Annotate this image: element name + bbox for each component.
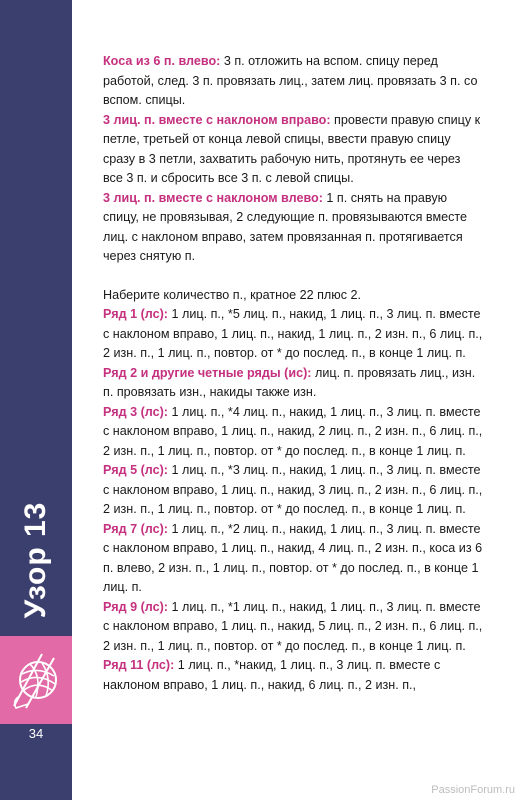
watermark: PassionForum.ru	[431, 784, 515, 796]
row-instruction	[103, 305, 483, 364]
definition-text: 1 п. снять на правую спицу, не провязывая, 2 следующие п. провязываются вместе лиц. с наклоном вправо, затем провязанная п. протягивается через снятую п.	[103, 190, 468, 263]
row-text: 1 лиц. п., *5 лиц. п., накид, 1 лиц. п., 3 лиц. п. вместе с наклоном вправо, 1 лиц. п., накид, 1 лиц. п., 2 изн. п., 6 лиц. п., 2 изн. п., 1 лиц. п., повтор. от * до послед. п., в конце 1 лиц. п.	[103, 307, 483, 360]
row-label: Ряд 3 (лс):	[103, 404, 168, 419]
definition-paragraph	[103, 52, 483, 111]
cast-on-instruction: Наберите количество п., кратное 22 плюс 2.	[103, 287, 361, 302]
row-instruction	[103, 598, 483, 657]
row-label: Ряд 2 и другие четные ряды (ис):	[103, 365, 312, 380]
pattern-title: Узор 13	[19, 501, 52, 619]
row-instruction	[103, 520, 483, 598]
row-instruction	[103, 403, 483, 462]
pattern-text	[103, 52, 483, 695]
row-text: 1 лиц. п., *1 лиц. п., накид, 1 лиц. п., 3 лиц. п. вместе с наклоном вправо, 1 лиц. п., накид, 5 лиц. п., 2 изн. п., 6 лиц. п., 2 изн. п., 1 лиц. п., повтор. от * до послед. п., в конце 1 лиц. п.	[103, 599, 483, 653]
row-label: Ряд 5 (лс):	[103, 463, 168, 477]
row-instruction	[103, 656, 483, 695]
row-instruction	[103, 364, 483, 403]
row-text: 1 лиц. п., *2 лиц. п., накид, 1 лиц. п., 3 лиц. п. вместе с наклоном вправо, 1 лиц. п., накид, 4 лиц. п., 2 изн. п., коса из 6 п. влево, 2 изн. п., 1 лиц. п., повтор. от * до послед. п., в конце 1 лиц. п.	[103, 521, 483, 594]
yarn-ball-icon	[8, 646, 64, 710]
page-number: 34	[28, 726, 44, 741]
row-text: лиц. п. провязать лиц., изн. п. провязать изн., накиды также изн.	[103, 365, 476, 399]
row-text: 1 лиц. п., *накид, 1 лиц. п., 3 лиц. п. вместе с наклоном вправо, 1 лиц. п., накид, 6 лиц. п., 2 изн. п.,	[103, 658, 441, 692]
definition-paragraph	[103, 111, 483, 189]
definition-term: Коса из 6 п. влево:	[103, 54, 221, 68]
row-text: 1 лиц. п., *3 лиц. п., накид, 1 лиц. п., 3 лиц. п. вместе с наклоном вправо, 1 лиц. п., накид, 3 лиц. п., 2 изн. п., 6 лиц. п., 2 изн. п., 1 лиц. п., повтор. от * до послед. п., в конце 1 лиц. п.	[103, 463, 483, 516]
row-label: Ряд 9 (лс):	[103, 599, 168, 614]
row-label: Ряд 7 (лс):	[103, 521, 168, 536]
definition-paragraph	[103, 189, 483, 267]
definition-term: 3 лиц. п. вместе с наклоном влево:	[103, 190, 323, 205]
row-label: Ряд 1 (лс):	[103, 307, 168, 321]
row-text: 1 лиц. п., *4 лиц. п., накид, 1 лиц. п., 3 лиц. п. вместе с наклоном вправо, 1 лиц. п., накид, 2 лиц. п., 2 изн. п., 6 лиц. п., 2 изн. п., 1 лиц. п., повтор. от * до послед. п., в конце 1 лиц. п.	[103, 404, 483, 458]
definition-text: провести правую спицу к петле, третьей от конца левой спицы, ввести правую спицу сразу в 3 петли, захватить рабочую нить, протянуть ее через все 3 п. и сбросить все 3 п. с левой спицы.	[103, 112, 481, 185]
definition-text: 3 п. отложить на вспом. спицу перед работой, след. 3 п. провязать лиц., затем лиц. провязать 3 п. со вспом. спицы.	[103, 54, 478, 107]
row-label: Ряд 11 (лс):	[103, 658, 175, 672]
definition-term: 3 лиц. п. вместе с наклоном вправо:	[103, 112, 331, 127]
row-instruction	[103, 461, 483, 520]
